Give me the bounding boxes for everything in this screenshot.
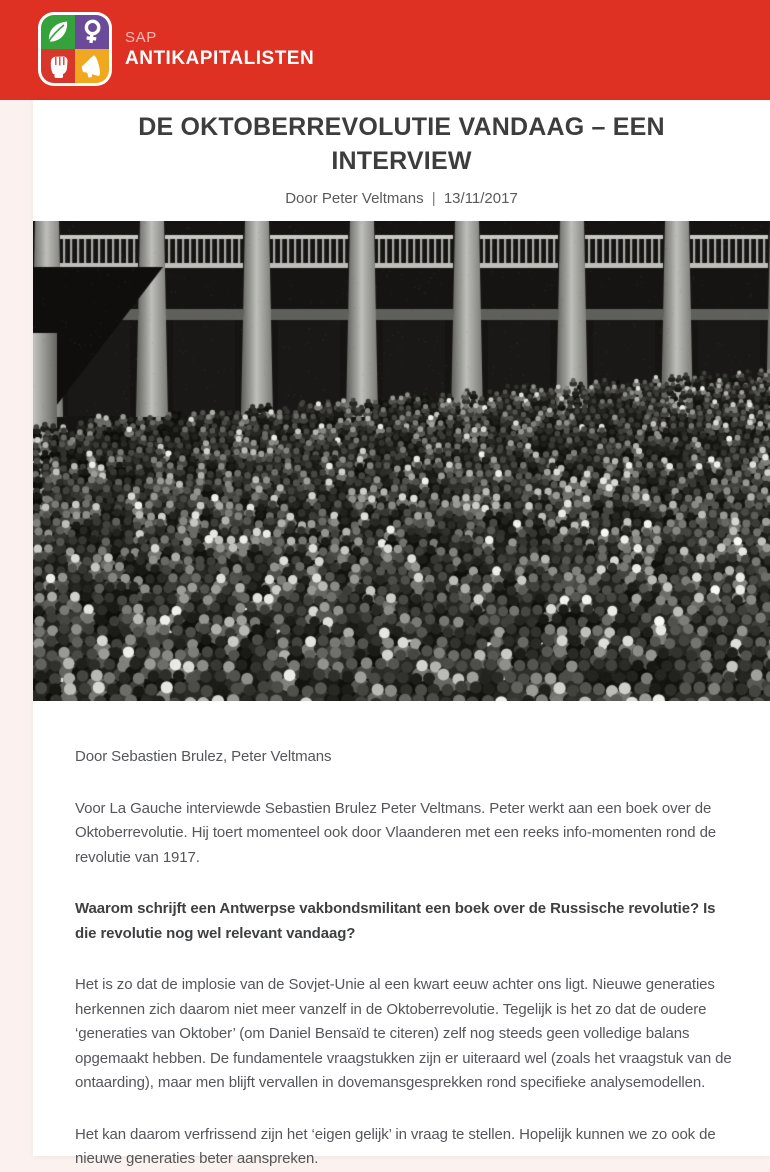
byline-date: 13/11/2017 (443, 190, 518, 207)
article-body (33, 701, 770, 1172)
brand-name-small: SAP (125, 28, 157, 46)
paragraph-answer-2: Het kan daarom verfrissend zijn het ‘eigen gelijk’ in vraag te stellen. Hopelijk kunnen we zo ook de nieuwe generaties beter aanspreken. (75, 1125, 716, 1167)
site-header (0, 0, 770, 100)
paragraph-intro: Voor La Gauche interviewde Sebastien Brulez Peter Veltmans. Peter werkt aan een boek over de Oktoberrevolutie. Hij toert momenteel ook door Vlaanderen met een reeks info-momenten rond de revolutie van 1917. (75, 799, 717, 866)
paragraph-question: Waarom schrijft een Antwerpse vakbondsmilitant een boek over de Russische revolutie? Is die revolutie nog wel relevant vandaag? (75, 900, 716, 942)
article-title: DE OKTOBERREVOLUTIE VANDAAG – EEN INTERVIEW (138, 113, 665, 175)
byline-author: Peter Veltmans (321, 190, 424, 207)
paragraph-answer-1: Het is zo dat de implosie van de Sovjet-Unie al een kwart eeuw achter ons ligt. Nieuwe generaties herkennen zich daarom niet meer vanzelf in de Oktoberrevolutie. Tegelijk is het zo dat de oudere ‘generaties van Oktober’ (om Daniel Bensaïd te citeren) zelf nog steeds geen volledige balans opgemaakt hebben. De fundamentele vraagstukken zijn er uiteraard wel (zoals het vraagstuk van de ontaarding), maar men blijft vervallen in dovemansgesprekken rond specifieke analysemodellen. (75, 976, 732, 1091)
content-panel (33, 100, 770, 1167)
byline-separator: | (431, 190, 436, 207)
sap-logo (38, 12, 112, 86)
hero-photo (33, 221, 770, 701)
brand-name-large: ANTIKAPITALISTEN (125, 47, 315, 69)
site-logo-link[interactable] (38, 12, 314, 86)
paragraph-authors: Door Sebastien Brulez, Peter Veltmans (75, 748, 332, 765)
article-byline (33, 190, 770, 207)
byline-prefix: Door (285, 190, 318, 207)
